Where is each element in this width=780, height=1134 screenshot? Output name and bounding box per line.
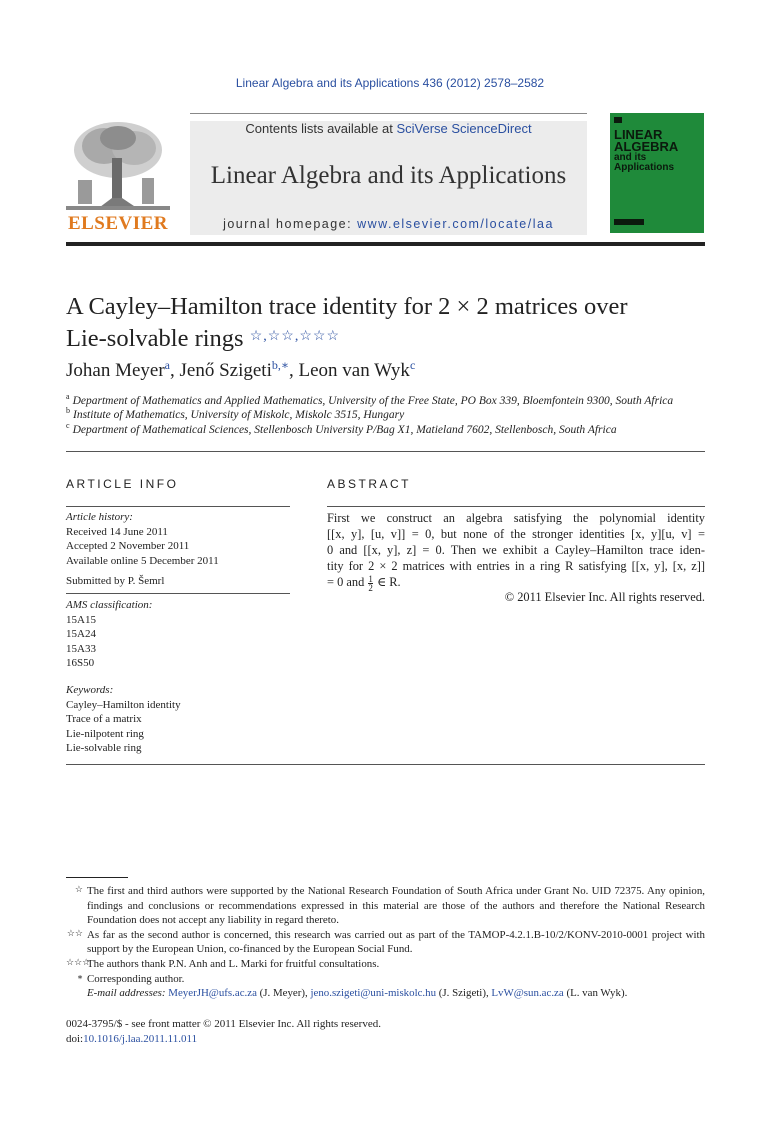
divider (66, 506, 290, 507)
ams-label: AMS classification: (66, 599, 153, 611)
abstract-body (327, 510, 705, 592)
submitted-by: Submitted by P. Šemrl (66, 575, 165, 587)
cover-title (614, 129, 678, 173)
keywords (66, 683, 290, 756)
ams-code: 15A24 (66, 628, 96, 640)
author-mark[interactable]: c (409, 358, 416, 372)
email-label: E-mail addresses: (87, 987, 166, 1000)
doi-line: doi:10.1016/j.laa.2011.11.011 (66, 1033, 198, 1045)
affiliation: $^c$ Department of Mathematical Sciences, Stellenbosch University P/Bag X1, Matieland 7602, Stellenbosch, South Africa (66, 421, 617, 436)
title-line-1: A Cayley–Hamilton trace identity for 2 × 2 matrices over (66, 293, 628, 320)
abstract-line: First we construct an algebra satisfying the polynomial identity (327, 511, 705, 525)
footnote: ☆☆ As far as the second author is concerned, this research was carried out as part of the TAMOP-4.2.1.B-10/2/KONV-2010-0001 project with support by the European Union, co-financed by the European Social Fund. (66, 927, 705, 956)
homepage-prefix: journal homepage: (223, 217, 358, 231)
article-info-heading: ARTICLE INFO (66, 477, 179, 491)
keywords-label: Keywords: (66, 684, 114, 696)
article-history (66, 510, 290, 568)
sciencedirect-link[interactable]: SciVerse ScienceDirect (396, 121, 532, 136)
contents-line (190, 121, 587, 136)
abstract-text: = 0 and (327, 575, 365, 589)
divider (66, 451, 705, 452)
publisher-name: ELSEVIER (67, 213, 169, 234)
email-link[interactable]: jeno.szigeti@uni-miskolc.hu (310, 987, 437, 1000)
journal-citation[interactable]: Linear Algebra and its Applications 436 (2012) 2578–2582 (235, 76, 545, 90)
fraction-denominator: 2 (368, 582, 373, 593)
author-list: Johan Meyer$^a$, Jenő Szigeti$^{b,∗}$, Leon van Wyk$^c$ (66, 358, 416, 381)
cover-line-2: ALGEBRA (614, 139, 679, 154)
article-title (66, 292, 706, 354)
affiliation: $^a$ Department of Mathematics and Applied Mathematics, University of the Free State, PO Box 339, Bloemfontein 9300, South Africa (66, 392, 674, 407)
divider (66, 764, 705, 765)
ams-code: 15A33 (66, 642, 96, 655)
issn-line: 0024-3795/$ - see front matter © 2011 Elsevier Inc. All rights reserved. (66, 1018, 381, 1030)
journal-title: Linear Algebra and its Applications (210, 162, 567, 189)
header-thick-rule (66, 242, 705, 246)
footnote-rule (66, 877, 128, 878)
author-name: Johan Meyer (66, 360, 165, 381)
cover-line-4: Applications (614, 162, 675, 173)
keyword: Trace of a matrix (66, 713, 142, 725)
cover-line-3: and its (614, 152, 647, 163)
email-addresses: E-mail addresses: MeyerJH@ufs.ac.za (J. Meyer), jeno.szigeti@uni-miskolc.hu (J. Szigeti), LvW@sun.ac.za (L. van Wyk). (87, 987, 628, 1000)
cover-line-1: LINEAR (614, 127, 663, 142)
email-link[interactable]: MeyerJH@ufs.ac.za (168, 987, 257, 1000)
footnote: ☆ The first and third authors were supported by the National Research Foundation of South Africa under Grant No. UID 72375. Any opinion, findings and conclusions or recommendations expressed in this material are those of the authors and therefore the National Research Foundation does not accept any liability in regard thereto. (74, 884, 705, 927)
abstract-copyright: © 2011 Elsevier Inc. All rights reserved. (504, 590, 705, 604)
abstract-line: 0 and [[x, y], z] = 0. Then we exhibit a Cayley–Hamilton trace iden- (327, 543, 705, 557)
author-name: Jenő Szigeti (179, 360, 272, 381)
accepted-date: Accepted 2 November 2011 (66, 540, 190, 552)
cover-strip (614, 219, 644, 225)
author-name: Leon van Wyk (298, 360, 410, 381)
contents-prefix: Contents lists available at (245, 121, 397, 136)
history-label: Article history: (66, 511, 133, 523)
abstract-line: tity for 2 × 2 matrices with entries in a ring R satisfying [[x, y], [x, z]] (327, 559, 705, 573)
divider (327, 506, 705, 507)
doi-link[interactable]: 10.1016/j.laa.2011.11.011 (83, 1033, 198, 1045)
email-link[interactable]: LvW@sun.ac.za (491, 987, 564, 1000)
keyword: Cayley–Hamilton identity (66, 698, 181, 711)
author-mark[interactable]: a (164, 358, 170, 372)
affiliation: $^b$ Institute of Mathematics, University of Miskolc, Miskolc 3515, Hungary (66, 406, 405, 421)
footnote: ∗ Corresponding author. (76, 971, 185, 985)
title-footnote-marks[interactable]: ☆,☆☆,☆☆☆ (249, 329, 341, 344)
ams-code: 15A15 (66, 613, 96, 626)
homepage-line (190, 217, 587, 231)
title-line-2: Lie-solvable rings (66, 325, 244, 352)
ams-classification (66, 598, 290, 671)
abstract-heading: ABSTRACT (327, 477, 412, 491)
divider (66, 593, 290, 594)
journal-cover (610, 113, 704, 233)
fraction-numerator: 1 (368, 573, 373, 584)
abstract-line: [[x, y], [u, v]] = 0, but none of the stronger identities [x, y][u, v] = (327, 527, 705, 541)
keyword: Lie-nilpotent ring (66, 727, 144, 740)
homepage-link[interactable]: www.elsevier.com/locate/laa (357, 217, 554, 231)
front-matter (66, 1017, 381, 1047)
footnotes (66, 884, 705, 1001)
abstract-text: ∈ R. (377, 575, 401, 589)
cover-mark-icon (614, 117, 622, 123)
received-date: Received 14 June 2011 (66, 525, 168, 538)
header-rule (190, 113, 587, 114)
author-mark[interactable]: b,∗ (271, 358, 290, 372)
ams-code: 16S50 (66, 657, 95, 669)
online-date: Available online 5 December 2011 (66, 554, 219, 567)
tree-icon (66, 118, 170, 213)
footnote: ☆☆☆ The authors thank P.N. Anh and L. Marki for fruitful consultations. (66, 956, 380, 970)
abstract-line (327, 574, 705, 592)
keyword: Lie-solvable ring (66, 742, 142, 754)
